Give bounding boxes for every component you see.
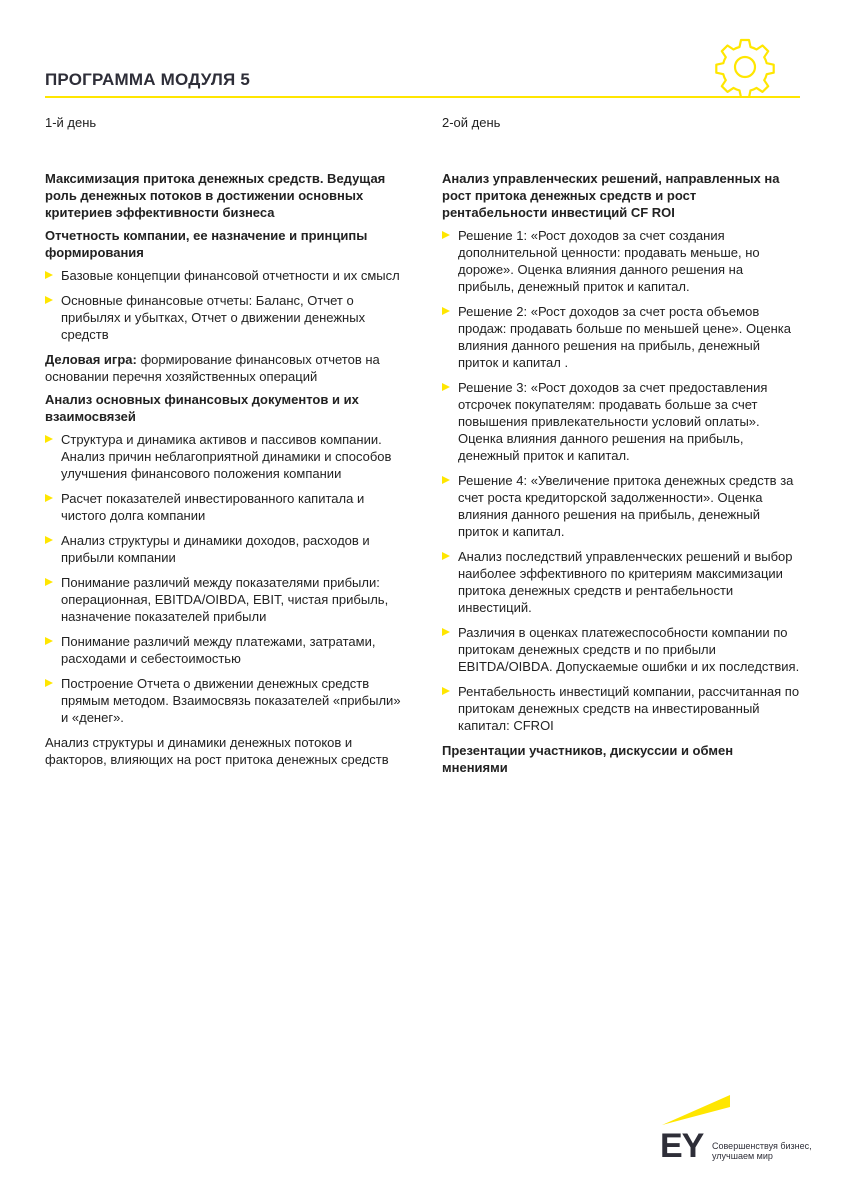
ey-logo — [660, 1095, 830, 1170]
ey-brand-text: EY — [660, 1127, 704, 1165]
day1-column — [45, 114, 405, 774]
arrow-bullet-icon — [442, 307, 450, 315]
arrow-bullet-icon — [45, 536, 53, 544]
arrow-bullet-icon — [45, 578, 53, 586]
arrow-bullet-icon — [442, 383, 450, 391]
list-item: Решение 4: «Увеличение притока денежных средств за счет роста кредиторской задолженности». Оценка влияния данного решения на прибыль, денежный приток и капитал. — [442, 472, 802, 540]
arrow-bullet-icon — [442, 628, 450, 636]
arrow-bullet-icon — [442, 552, 450, 560]
day1-heading-analysis: Анализ основных финансовых документов и их взаимосвязей — [45, 392, 359, 424]
day1-heading-reporting: Отчетность компании, ее назначение и принципы формирования — [45, 228, 368, 260]
arrow-bullet-icon — [45, 679, 53, 687]
arrow-bullet-icon — [45, 435, 53, 443]
arrow-bullet-icon — [45, 637, 53, 645]
day1-closing: Анализ структуры и динамики денежных потоков и факторов, влияющих на рост притока денежных средств — [45, 735, 389, 767]
list-item: Анализ последствий управленческих решений и выбор наиболее эффективного по критериям максимизации притока денежных средств и рентабельности инвестиций. — [442, 548, 802, 616]
arrow-bullet-icon — [45, 296, 53, 304]
title-underline — [45, 96, 800, 98]
arrow-bullet-icon — [442, 231, 450, 239]
list-item: Рентабельность инвестиций компании, рассчитанная по притокам денежных средств на инвестированный капитал: CFROI — [442, 683, 802, 734]
list-item: Структура и динамика активов и пассивов компании. Анализ причин неблагоприятной динамики и способов улучшения финансового положения компании — [45, 431, 405, 482]
business-game-label: Деловая игра: — [45, 352, 137, 367]
list-item: Основные финансовые отчеты: Баланс, Отчет о прибылях и убытках, Отчет о движении денежных средств — [45, 292, 405, 343]
arrow-bullet-icon — [45, 271, 53, 279]
list-item: Понимание различий между платежами, затратами, расходами и себестоимостью — [45, 633, 405, 667]
ey-tagline: Совершенствуя бизнес, улучшаем мир — [712, 1141, 812, 1161]
day1-label: 1-й день — [45, 115, 97, 130]
day2-column — [442, 114, 802, 782]
list-item: Решение 2: «Рост доходов за счет роста объемов продаж: продавать больше по меньшей цене». Оценка влияния данного решения на прибыль, денежный приток и капитал . — [442, 303, 802, 371]
day2-closing: Презентации участников, дискуссии и обмен мнениями — [442, 743, 734, 775]
gear-icon — [714, 36, 776, 98]
business-game-text: формирование финансовых отчетов на основании перечня хозяйственных операций — [45, 352, 380, 384]
arrow-bullet-icon — [442, 687, 450, 695]
list-item: Решение 1: «Рост доходов за счет создания дополнительной ценности: продавать меньше, но дороже». Оценка влияния данного решения на прибыль, денежный приток и капитал. — [442, 227, 802, 295]
day1-reporting-list — [45, 267, 405, 343]
business-game-paragraph — [45, 351, 405, 385]
day1-heading-cashflow: Максимизация притока денежных средств. Ведущая роль денежных потоков в достижении основных критериев эффективности бизнеса — [45, 171, 386, 220]
list-item: Понимание различий между показателями прибыли: операционная, EBITDA/OIBDA, EBIT, чистая прибыль, назначение показателей прибыли — [45, 574, 405, 625]
day2-heading-decisions: Анализ управленческих решений, направленных на рост притока денежных средств и рост рентабельности инвестиций CF ROI — [442, 171, 780, 220]
list-item: Различия в оценках платежеспособности компании по притокам денежных средств и по прибыли EBITDA/OIBDA. Допускаемые ошибки и их последствия. — [442, 624, 802, 675]
day1-analysis-list — [45, 431, 405, 726]
list-item: Решение 3: «Рост доходов за счет предоставления отсрочек покупателям: продавать больше за счет повышения привлекательности условий оплаты». Оценка влияния данного решения на прибыль, денежный приток и капитал. — [442, 379, 802, 464]
list-item: Базовые концепции финансовой отчетности и их смысл — [45, 267, 405, 284]
list-item: Построение Отчета о движении денежных средств прямым методом. Взаимосвязь показателей «прибыли» и «денег». — [45, 675, 405, 726]
day2-label: 2-ой день — [442, 115, 501, 130]
day2-decisions-list — [442, 227, 802, 734]
list-item: Расчет показателей инвестированного капитала и чистого долга компании — [45, 490, 405, 524]
arrow-bullet-icon — [442, 476, 450, 484]
list-item: Анализ структуры и динамики доходов, расходов и прибыли компании — [45, 532, 405, 566]
page-title: ПРОГРАММА МОДУЛЯ 5 — [45, 70, 250, 89]
arrow-bullet-icon — [45, 494, 53, 502]
